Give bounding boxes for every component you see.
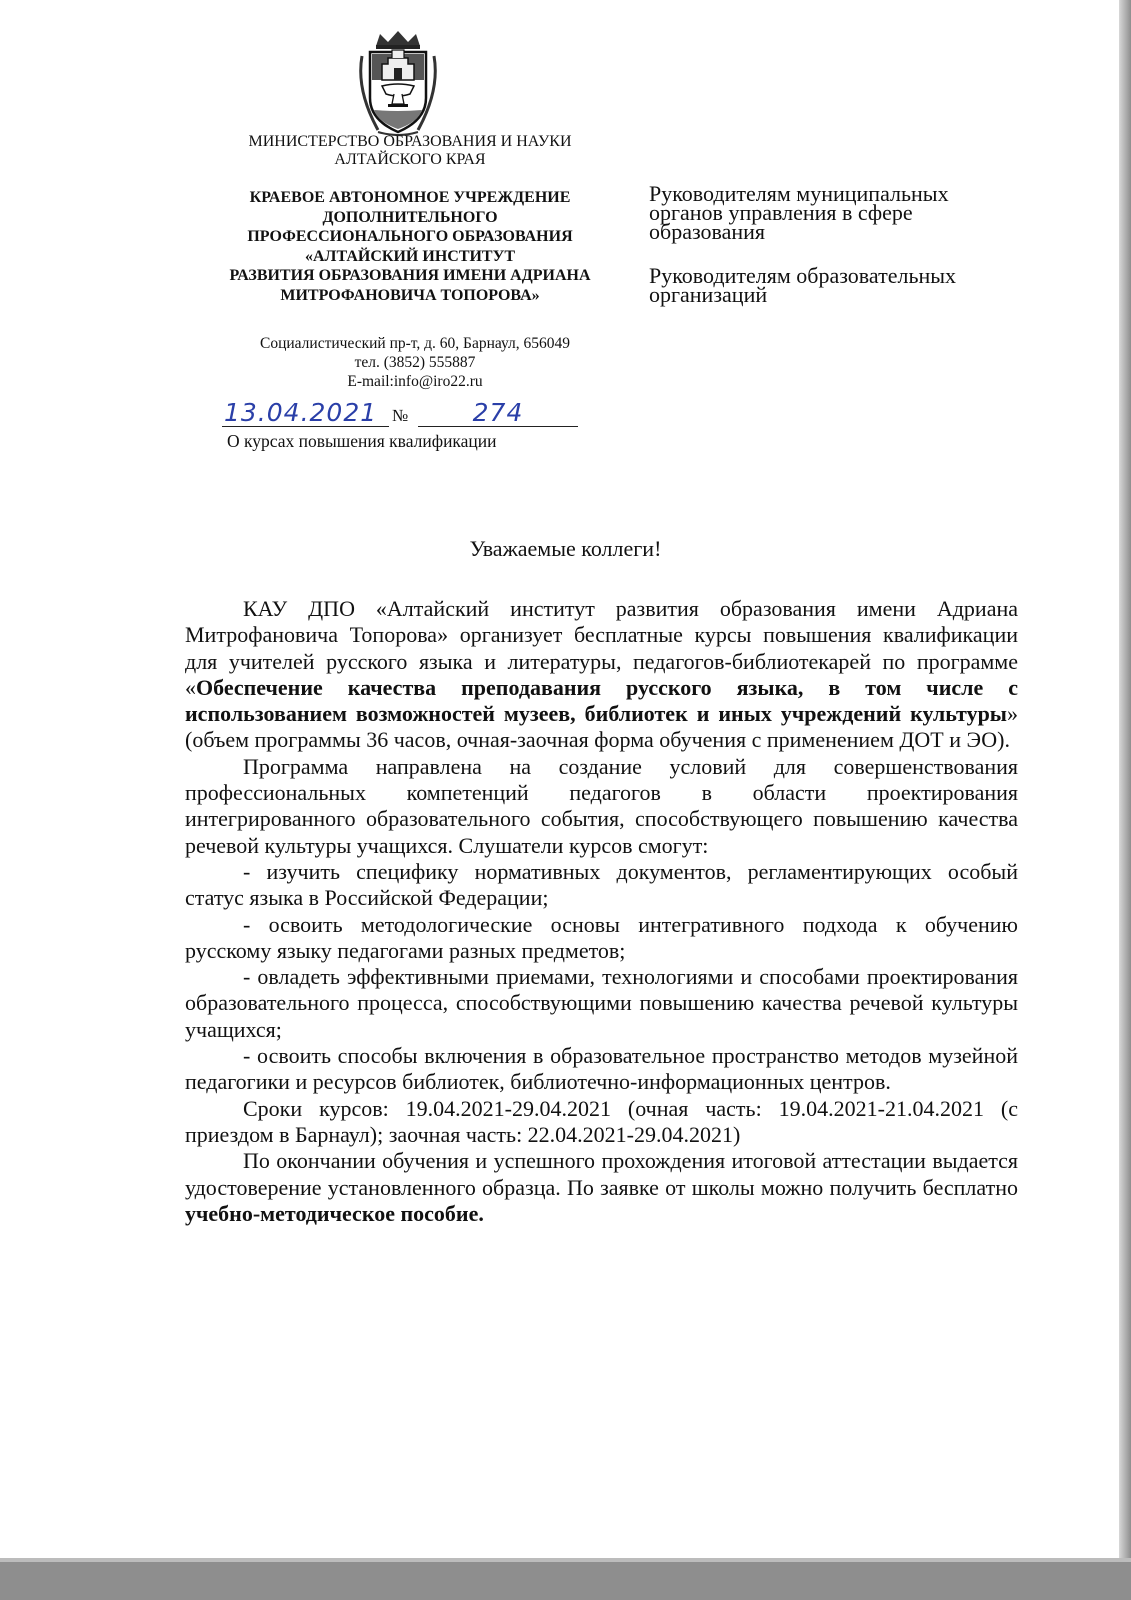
altai-krai-coat-of-arms-icon: [348, 28, 448, 138]
institution-name: [200, 188, 620, 305]
addressee-line: Руководителям образовательных: [649, 263, 957, 288]
institution-line: МИТРОФАНОВИЧА ТОПОРОВА»: [280, 286, 540, 304]
institution-line: «АЛТАЙСКИЙ ИНСТИТУТ: [304, 247, 516, 265]
body-paragraph: По окончании обучения и успешного прохождения итоговой аттестации выдается удостоверение установленного образца. По заявке от школы можно получить бесплатно учебно-методическое пособие.: [185, 1148, 1018, 1226]
list-item: - освоить способы включения в образовательное пространство методов музейной педагогики и ресурсов библиотек, библиотечно-информационных центров.: [185, 1043, 1018, 1095]
addressee-block: [649, 263, 1029, 307]
institution-line: ДОПОЛНИТЕЛЬНОГО: [322, 208, 498, 226]
program-title: Обеспечение качества преподавания русского языка, в том числе с использованием возможностей музеев, библиотек и иных учреждений культуры: [185, 674, 1018, 727]
addressee-line: Руководителям муниципальных: [649, 181, 949, 206]
registration-number-sign: №: [392, 406, 409, 425]
registration-number: 274: [472, 398, 524, 427]
addressee-line: организаций: [649, 282, 768, 307]
registration-number-field: [418, 398, 578, 427]
greeting: Уважаемые коллеги!: [469, 536, 662, 561]
addressee-line: образования: [649, 219, 766, 244]
course-dates: Сроки курсов: 19.04.2021-29.04.2021 (очная часть: 19.04.2021-21.04.2021 (с приездом в Барнаул); заочная часть: 22.04.2021-29.04.2021): [185, 1095, 1018, 1147]
scan-edge: [1119, 0, 1131, 1600]
ministry-line: АЛТАЙСКОГО КРАЯ: [334, 151, 486, 168]
list-item: - освоить методологические основы интегративного подхода к обучению русскому языку педагогами разных предметов;: [185, 911, 1018, 963]
address-phone: тел. (3852) 555887: [354, 354, 476, 371]
addressee-block: [649, 181, 1029, 244]
scan-edge: [0, 1562, 1131, 1600]
institution-line: ПРОФЕССИОНАЛЬНОГО ОБРАЗОВАНИЯ: [247, 228, 573, 245]
letter-body: [185, 596, 1018, 1227]
ministry-line: МИНИСТЕРСТВО ОБРАЗОВАНИЯ И НАУКИ: [248, 133, 572, 150]
institution-line: КРАЕВОЕ АВТОНОМНОЕ УЧРЕЖДЕНИЕ: [249, 189, 571, 206]
institution-address: [205, 334, 625, 391]
manual-note: учебно-методическое пособие.: [185, 1200, 484, 1226]
list-item: - изучить специфику нормативных документов, регламентирующих особый статус языка в Российской Федерации;: [185, 858, 1018, 911]
address-street: Социалистический пр-т, д. 60, Барнаул, 656049: [259, 335, 571, 352]
list-item: - овладеть эффективными приемами, технологиями и способами проектирования образовательного процесса, способствующими повышению качества речевой культуры учащихся;: [185, 964, 1018, 1042]
registration-line: [222, 398, 582, 434]
letter-subject: О курсах повышения квалификации: [227, 431, 497, 451]
institution-line: РАЗВИТИЯ ОБРАЗОВАНИЯ ИМЕНИ АДРИАНА: [229, 267, 591, 284]
registration-date: 13.04.2021: [224, 398, 378, 427]
registration-date-field: [222, 398, 389, 427]
addressee-line: органов управления в сфере: [649, 200, 913, 225]
body-paragraph: Программа направлена на создание условий для совершенствования профессиональных компетенций педагогов в области проектирования интегрированного образовательного события, способствующего повышению качества речевой культуры учащихся. Слушатели курсов смогут:: [185, 753, 1018, 858]
body-paragraph: КАУ ДПО «Алтайский институт развития образования имени Адриана Митрофановича Топорова» организует бесплатные курсы повышения квалификации для учителей русского языка и литературы, педагогов-библиотекарей по программе «Обеспечение качества преподавания русского языка, в том числе с использованием возможностей музеев, библиотек и иных учреждений культуры» (объем программы 36 часов, очная-заочная форма обучения с применением ДОТ и ЭО).: [185, 596, 1018, 753]
ministry-header: [205, 133, 615, 169]
address-email: E-mail:info@iro22.ru: [347, 373, 483, 390]
